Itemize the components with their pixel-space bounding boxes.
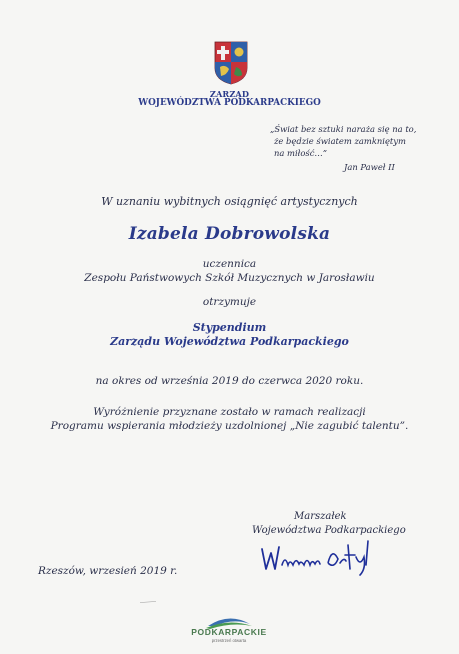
award-period: na okres od września 2019 do czerwca 2020 roku. [95,375,364,387]
quote-line: że będzie światem zamkniętym [274,136,406,146]
recipient-name: Izabela Dobrowolska [128,224,331,244]
place-and-date: Rzeszów, wrzesień 2019 r. [38,565,178,577]
award-subtitle: Zarządu Województwa Podkarpackiego [110,335,349,348]
recipient-role: uczennica [202,258,257,270]
logo-tagline: przestrzeń otwarta [211,638,247,643]
intro-text: W uznaniu wybitnych osiągnięć artystycznych [101,195,358,208]
quote-line: „Świat bez sztuki naraża się na to, [270,124,417,134]
logo-text: PODKARPACKIE [191,627,267,637]
signatory-office: Województwa Podkarpackiego [252,525,406,536]
receives-text: otrzymuje [202,296,257,308]
handwritten-signature [256,535,396,577]
program-note: Programu wspierania młodzieży uzdolnionej „Nie zagubić talentu”. [50,420,409,432]
pencil-mark [140,601,156,603]
quote-line: na miłość…” [274,148,328,158]
program-note: Wyróżnienie przyznane zostało w ramach realizacji [93,406,366,418]
org-subtitle: WOJEWÓDZTWA PODKARPACKIEGO [138,98,321,108]
school-name: Zespołu Państwowych Szkół Muzycznych w Jarosławiu [84,272,375,284]
signatory-title: Marszałek [294,511,347,522]
voivodeship-coat-of-arms-icon [213,40,249,86]
award-title: Stypendium [192,321,267,334]
org-title: ZARZĄD [209,89,250,99]
quote-author: Jan Paweł II [344,162,395,172]
